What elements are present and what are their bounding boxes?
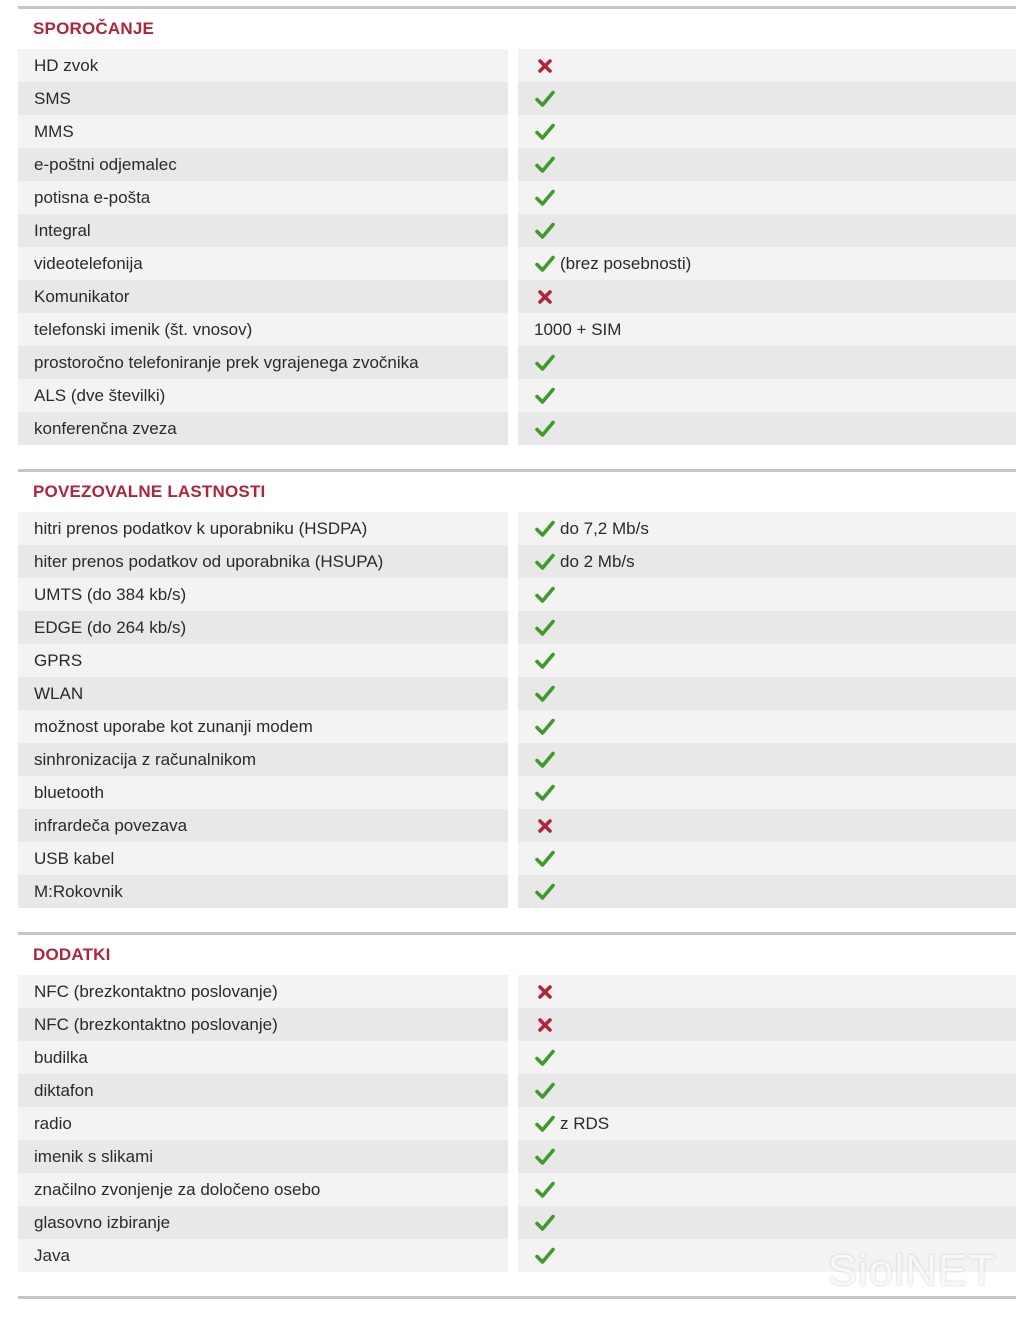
feature-note: do 2 Mb/s: [560, 552, 635, 571]
feature-value: [518, 1074, 1016, 1107]
feature-label: Komunikator: [18, 280, 508, 313]
table-row: [18, 743, 1016, 776]
feature-note: do 7,2 Mb/s: [560, 519, 649, 538]
table-row: [18, 842, 1016, 875]
feature-note: z RDS: [560, 1114, 610, 1133]
feature-label: GPRS: [18, 644, 508, 677]
feature-value: [518, 1107, 1016, 1140]
column-gap: [508, 809, 518, 842]
cross-icon: [534, 815, 556, 837]
feature-value: [518, 412, 1016, 445]
table-row: [18, 346, 1016, 379]
table-row: [18, 1041, 1016, 1074]
section-title: DODATKI: [33, 945, 111, 964]
check-icon: [534, 121, 556, 143]
column-gap: [508, 313, 518, 346]
feature-value: [518, 644, 1016, 677]
table-row: [18, 578, 1016, 611]
check-icon: [534, 683, 556, 705]
feature-value: [518, 875, 1016, 908]
feature-value: [518, 677, 1016, 710]
table-row: [18, 148, 1016, 181]
column-gap: [508, 1107, 518, 1140]
table-row: [18, 181, 1016, 214]
feature-value: [518, 1041, 1016, 1074]
table-row: [18, 1140, 1016, 1173]
check-icon: [534, 650, 556, 672]
section-title: POVEZOVALNE LASTNOSTI: [33, 482, 266, 501]
column-gap: [508, 1041, 518, 1074]
feature-value: [518, 975, 1016, 1008]
check-icon: [534, 187, 556, 209]
feature-label: budilka: [18, 1041, 508, 1074]
feature-value: [518, 346, 1016, 379]
check-icon: [534, 88, 556, 110]
cross-icon: [534, 286, 556, 308]
table-row: [18, 776, 1016, 809]
section-divider: [18, 1296, 1016, 1299]
check-icon: [534, 1146, 556, 1168]
column-gap: [508, 1206, 518, 1239]
feature-label: USB kabel: [18, 842, 508, 875]
feature-label: diktafon: [18, 1074, 508, 1107]
feature-label: infrardeča povezava: [18, 809, 508, 842]
feature-value: [518, 1140, 1016, 1173]
column-gap: [508, 280, 518, 313]
check-icon: [534, 848, 556, 870]
table-row: [18, 1107, 1016, 1140]
feature-label: videotelefonija: [18, 247, 508, 280]
feature-value: [518, 82, 1016, 115]
check-icon: [534, 617, 556, 639]
feature-label: telefonski imenik (št. vnosov): [18, 313, 508, 346]
check-icon: [534, 1245, 556, 1267]
check-icon: [534, 220, 556, 242]
column-gap: [508, 247, 518, 280]
check-icon: [534, 749, 556, 771]
table-row: [18, 313, 1016, 346]
feature-value: [518, 611, 1016, 644]
feature-value: [518, 842, 1016, 875]
table-row: [18, 975, 1016, 1008]
feature-label: UMTS (do 384 kb/s): [18, 578, 508, 611]
feature-value: [518, 115, 1016, 148]
feature-label: M:Rokovnik: [18, 875, 508, 908]
check-icon: [534, 352, 556, 374]
feature-label: glasovno izbiranje: [18, 1206, 508, 1239]
column-gap: [508, 181, 518, 214]
section-2: [18, 935, 1016, 1272]
table-row: [18, 280, 1016, 313]
table-row: [18, 644, 1016, 677]
column-gap: [508, 578, 518, 611]
column-gap: [508, 115, 518, 148]
section-title: SPOROČANJE: [33, 19, 155, 38]
feature-label: potisna e-pošta: [18, 181, 508, 214]
feature-value: [518, 214, 1016, 247]
check-icon: [534, 418, 556, 440]
table-row: [18, 247, 1016, 280]
feature-label: hiter prenos podatkov od uporabnika (HSUPA): [18, 545, 508, 578]
feature-label: EDGE (do 264 kb/s): [18, 611, 508, 644]
feature-value: [518, 1173, 1016, 1206]
feature-value: [518, 710, 1016, 743]
feature-value: [518, 247, 1016, 280]
cross-icon: [534, 1014, 556, 1036]
check-icon: [534, 385, 556, 407]
column-gap: [508, 346, 518, 379]
table-row: [18, 677, 1016, 710]
column-gap: [508, 379, 518, 412]
table-row: [18, 1074, 1016, 1107]
check-icon: [534, 253, 556, 275]
table-row: [18, 379, 1016, 412]
table-row: [18, 545, 1016, 578]
check-icon: [534, 1113, 556, 1135]
feature-label: NFC (brezkontaktno poslovanje): [18, 1008, 508, 1041]
column-gap: [508, 214, 518, 247]
column-gap: [508, 776, 518, 809]
feature-label: e-poštni odjemalec: [18, 148, 508, 181]
feature-note: (brez posebnosti): [560, 254, 692, 273]
check-icon: [534, 551, 556, 573]
table-row: [18, 214, 1016, 247]
check-icon: [534, 1080, 556, 1102]
check-icon: [534, 1047, 556, 1069]
column-gap: [508, 975, 518, 1008]
feature-value: [518, 545, 1016, 578]
column-gap: [508, 1239, 518, 1272]
column-gap: [508, 1008, 518, 1041]
table-row: [18, 49, 1016, 82]
feature-value: [518, 1206, 1016, 1239]
column-gap: [508, 611, 518, 644]
column-gap: [508, 1074, 518, 1107]
table-row: [18, 1008, 1016, 1041]
feature-note: 1000 + SIM: [534, 320, 622, 339]
table-row: [18, 82, 1016, 115]
feature-label: značilno zvonjenje za določeno osebo: [18, 1173, 508, 1206]
feature-label: NFC (brezkontaktno poslovanje): [18, 975, 508, 1008]
feature-value: [518, 379, 1016, 412]
feature-label: hitri prenos podatkov k uporabniku (HSDPA): [18, 512, 508, 545]
check-icon: [534, 154, 556, 176]
table-row: [18, 710, 1016, 743]
watermark-logo: SiolNET: [827, 1246, 996, 1295]
feature-value: [518, 280, 1016, 313]
feature-label: WLAN: [18, 677, 508, 710]
table-row: [18, 611, 1016, 644]
cross-icon: [534, 981, 556, 1003]
feature-value: [518, 313, 1016, 346]
column-gap: [508, 875, 518, 908]
table-row: [18, 875, 1016, 908]
feature-label: imenik s slikami: [18, 1140, 508, 1173]
feature-label: bluetooth: [18, 776, 508, 809]
column-gap: [508, 842, 518, 875]
feature-value: [518, 512, 1016, 545]
check-icon: [534, 1179, 556, 1201]
table-row: [18, 809, 1016, 842]
column-gap: [508, 545, 518, 578]
feature-label: Integral: [18, 214, 508, 247]
column-gap: [508, 743, 518, 776]
section-spacer: [18, 908, 1016, 932]
section-0: [18, 9, 1016, 445]
check-icon: [534, 782, 556, 804]
feature-value: [518, 743, 1016, 776]
feature-label: Java: [18, 1239, 508, 1272]
feature-label: prostoročno telefoniranje prek vgrajenega zvočnika: [18, 346, 508, 379]
column-gap: [508, 1140, 518, 1173]
feature-label: radio: [18, 1107, 508, 1140]
feature-value: [518, 578, 1016, 611]
feature-label: HD zvok: [18, 49, 508, 82]
column-gap: [508, 677, 518, 710]
feature-label: konferenčna zveza: [18, 412, 508, 445]
column-gap: [508, 644, 518, 677]
column-gap: [508, 1173, 518, 1206]
check-icon: [534, 716, 556, 738]
table-row: [18, 115, 1016, 148]
feature-label: SMS: [18, 82, 508, 115]
spec-table: [18, 6, 1016, 1299]
check-icon: [534, 518, 556, 540]
check-icon: [534, 1212, 556, 1234]
table-row: [18, 1173, 1016, 1206]
feature-label: možnost uporabe kot zunanji modem: [18, 710, 508, 743]
feature-value: [518, 49, 1016, 82]
feature-value: [518, 181, 1016, 214]
check-icon: [534, 881, 556, 903]
column-gap: [508, 412, 518, 445]
column-gap: [508, 49, 518, 82]
feature-label: MMS: [18, 115, 508, 148]
column-gap: [508, 710, 518, 743]
column-gap: [508, 148, 518, 181]
column-gap: [508, 82, 518, 115]
section-spacer: [18, 445, 1016, 469]
feature-label: sinhronizacija z računalnikom: [18, 743, 508, 776]
table-row: [18, 512, 1016, 545]
feature-value: [518, 148, 1016, 181]
table-row: [18, 412, 1016, 445]
column-gap: [508, 512, 518, 545]
feature-label: ALS (dve številki): [18, 379, 508, 412]
feature-value: [518, 809, 1016, 842]
feature-value: [518, 1008, 1016, 1041]
section-1: [18, 472, 1016, 908]
table-row: [18, 1206, 1016, 1239]
check-icon: [534, 584, 556, 606]
cross-icon: [534, 55, 556, 77]
feature-value: [518, 776, 1016, 809]
